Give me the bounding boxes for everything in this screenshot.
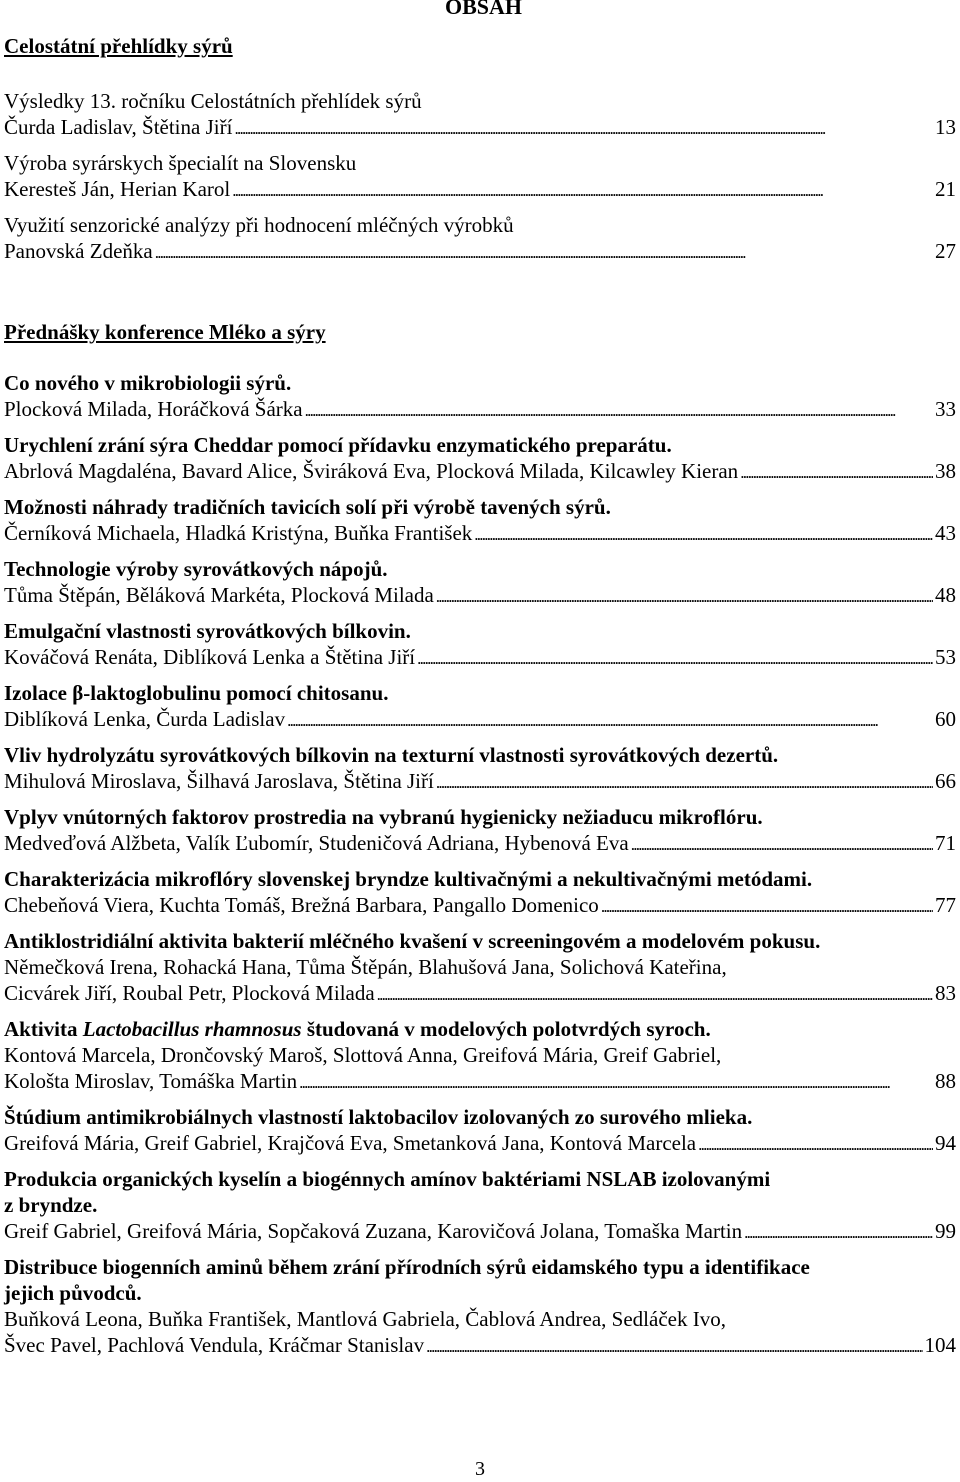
entry-title: Antiklostridiální aktivita bakterií mléčného kvašení v screeningovém a modelovém pokusu. — [4, 929, 821, 953]
leader-dots — [744, 1218, 933, 1246]
entry-authors-line: Kontová Marcela, Drončovský Maroš, Slottová Anna, Greifová Mária, Greif Gabriel, — [4, 1043, 722, 1067]
leader-dots — [698, 1130, 933, 1158]
entry-page: 13 — [935, 115, 956, 139]
entry-page: 104 — [924, 1333, 956, 1357]
entry-title: Štúdium antimikrobiálnych vlastností laktobacilov izolovaných zo surového mlieka. — [4, 1105, 753, 1129]
entry-page: 66 — [935, 769, 956, 793]
entry-page: 21 — [935, 177, 956, 201]
entry-page: 83 — [935, 981, 956, 1005]
entry-title-part: Aktivita — [4, 1017, 83, 1041]
entry-title: Izolace β-laktoglobulinu pomocí chitosanu. — [4, 681, 389, 705]
entry-authors: Švec Pavel, Pachlová Vendula, Kráčmar Stanislav — [4, 1333, 425, 1357]
section-prednasky — [4, 320, 956, 345]
entry-page: 88 — [935, 1069, 956, 1093]
leader-dots — [436, 768, 933, 796]
entry-authors: Diblíková Lenka, Čurda Ladislav — [4, 707, 286, 731]
entry-page: 71 — [935, 831, 956, 855]
leader-dots — [417, 644, 933, 672]
entry-title: Emulgační vlastnosti syrovátkových bílkovin. — [4, 619, 411, 643]
toc-entry[interactable] — [4, 928, 956, 1008]
entry-authors: Kološta Miroslav, Tomáška Martin — [4, 1069, 298, 1093]
entry-authors: Chebeňová Viera, Kuchta Tomáš, Brežná Barbara, Pangallo Domenico — [4, 893, 599, 917]
entry-title — [4, 1016, 956, 1042]
entry-authors: Černíková Michaela, Hladká Kristýna, Buňka František — [4, 521, 473, 545]
leader-dots — [155, 238, 933, 266]
entry-title: Charakterizácia mikroflóry slovenskej bryndze kultivačnými a nekultivačnými metódami. — [4, 867, 813, 891]
section-heading: Přednášky konference Mléko a sýry — [4, 320, 326, 344]
section-celostatni — [4, 34, 956, 59]
section-heading: Celostátní přehlídky sýrů — [4, 34, 233, 58]
leader-dots — [474, 520, 933, 548]
entry-authors: Mihulová Miroslava, Šilhavá Jaroslava, Štětina Jiří — [4, 769, 434, 793]
entry-title: Využití senzorické analýzy při hodnocení mléčných výrobků — [4, 213, 514, 237]
entry-title: Produkcia organických kyselín a biogénnych amínov baktériami NSLAB izolovanými — [4, 1167, 771, 1191]
entry-authors: Panovská Zdeňka — [4, 239, 153, 263]
entry-title: Technologie výroby syrovátkových nápojů. — [4, 557, 388, 581]
toc-entry[interactable] — [4, 866, 956, 920]
entry-title: Výroba syrárskych špecialít na Slovensku — [4, 151, 357, 175]
entry-title-line2: z bryndze. — [4, 1193, 98, 1217]
entry-title: Co nového v mikrobiologii sýrů. — [4, 371, 292, 395]
entry-page: 53 — [935, 645, 956, 669]
entry-title: Možnosti náhrady tradičních tavicích solí při výrobě tavených sýrů. — [4, 495, 611, 519]
entry-title: Vliv hydrolyzátu syrovátkových bílkovin na texturní vlastnosti syrovátkových dezertů. — [4, 743, 779, 767]
entry-title: Distribuce biogenních aminů během zrání přírodních sýrů eidamského typu a identifikace — [4, 1255, 810, 1279]
toc-entry[interactable] — [4, 212, 956, 266]
entry-title: Urychlení zrání sýra Cheddar pomocí přídavku enzymatického preparátu. — [4, 433, 672, 457]
toc-entry[interactable] — [4, 556, 956, 610]
entry-page: 43 — [935, 521, 956, 545]
entry-authors: Plocková Milada, Horáčková Šárka — [4, 397, 303, 421]
leader-dots — [287, 706, 933, 734]
toc-entry[interactable] — [4, 618, 956, 672]
leader-dots — [299, 1068, 933, 1096]
toc-entry[interactable] — [4, 1104, 956, 1158]
entry-authors: Kerestеš Ján, Herian Karol — [4, 177, 231, 201]
toc-entry[interactable] — [4, 742, 956, 796]
toc-entry[interactable] — [4, 432, 956, 486]
toc-entry[interactable] — [4, 680, 956, 734]
entry-title-line2: jejich původců. — [4, 1281, 142, 1305]
leader-dots — [234, 114, 933, 142]
entry-authors: Kováčová Renáta, Diblíková Lenka a Štětina Jiří — [4, 645, 416, 669]
entry-page: 94 — [935, 1131, 956, 1155]
toc-entry[interactable] — [4, 494, 956, 548]
toc-entry[interactable] — [4, 1166, 956, 1246]
leader-dots — [631, 830, 933, 858]
page-title: OBSAH — [444, 0, 522, 19]
section-b-entries — [4, 370, 956, 1368]
entry-page: 48 — [935, 583, 956, 607]
entry-authors: Tůma Štěpán, Běláková Markéta, Plocková Milada — [4, 583, 434, 607]
leader-dots — [426, 1332, 922, 1360]
entry-title-part: študovaná v modelových polotvrdých syroch. — [301, 1017, 711, 1041]
entry-authors: Abrlová Magdaléna, Bavard Alice, Šviráková Eva, Plocková Milada, Kilcawley Kieran — [4, 459, 739, 483]
entry-page: 77 — [935, 893, 956, 917]
entry-title: Výsledky 13. ročníku Celostátních přehlídek sýrů — [4, 89, 422, 113]
entry-authors-line: Buňková Leona, Buňka František, Mantlová Gabriela, Čablová Andrea, Sedláček Ivo, — [4, 1307, 726, 1331]
entry-authors: Greif Gabriel, Greifová Mária, Sopčaková Zuzana, Karovičová Jolana, Tomaška Martin — [4, 1219, 743, 1243]
entry-authors-line: Němečková Irena, Rohacká Hana, Tůma Štěpán, Blahušová Jana, Solichová Kateřina, — [4, 955, 727, 979]
toc-entry[interactable] — [4, 150, 956, 204]
entry-authors: Greifová Mária, Greif Gabriel, Krajčová Eva, Smetanková Jana, Kontová Marcela — [4, 1131, 697, 1155]
entry-page: 33 — [935, 397, 956, 421]
entry-authors: Čurda Ladislav, Štětina Jiří — [4, 115, 233, 139]
toc-entry[interactable] — [4, 1016, 956, 1096]
leader-dots — [377, 980, 933, 1008]
entry-authors: Medveďová Alžbeta, Valík Ľubomír, Studeničová Adriana, Hybenová Eva — [4, 831, 629, 855]
toc-entry[interactable] — [4, 804, 956, 858]
section-a-entries — [4, 88, 956, 274]
toc-entry[interactable] — [4, 370, 956, 424]
entry-page: 99 — [935, 1219, 956, 1243]
leader-dots — [232, 176, 933, 204]
leader-dots — [601, 892, 933, 920]
leader-dots — [740, 458, 933, 486]
entry-title: Vplyv vnútorných faktorov prostredia na vybranú hygienicky nežiaducu mikroflóru. — [4, 805, 763, 829]
leader-dots — [305, 396, 933, 424]
entry-page: 38 — [935, 459, 956, 483]
toc-entry[interactable] — [4, 88, 956, 142]
leader-dots — [436, 582, 933, 610]
toc-entry[interactable] — [4, 1254, 956, 1360]
page-number: 3 — [475, 1458, 485, 1480]
entry-authors: Cicvárek Jiří, Roubal Petr, Plocková Milada — [4, 981, 375, 1005]
entry-page: 27 — [935, 239, 956, 263]
entry-title-species: Lactobacillus rhamnosus — [82, 1017, 302, 1041]
entry-page: 60 — [935, 707, 956, 731]
